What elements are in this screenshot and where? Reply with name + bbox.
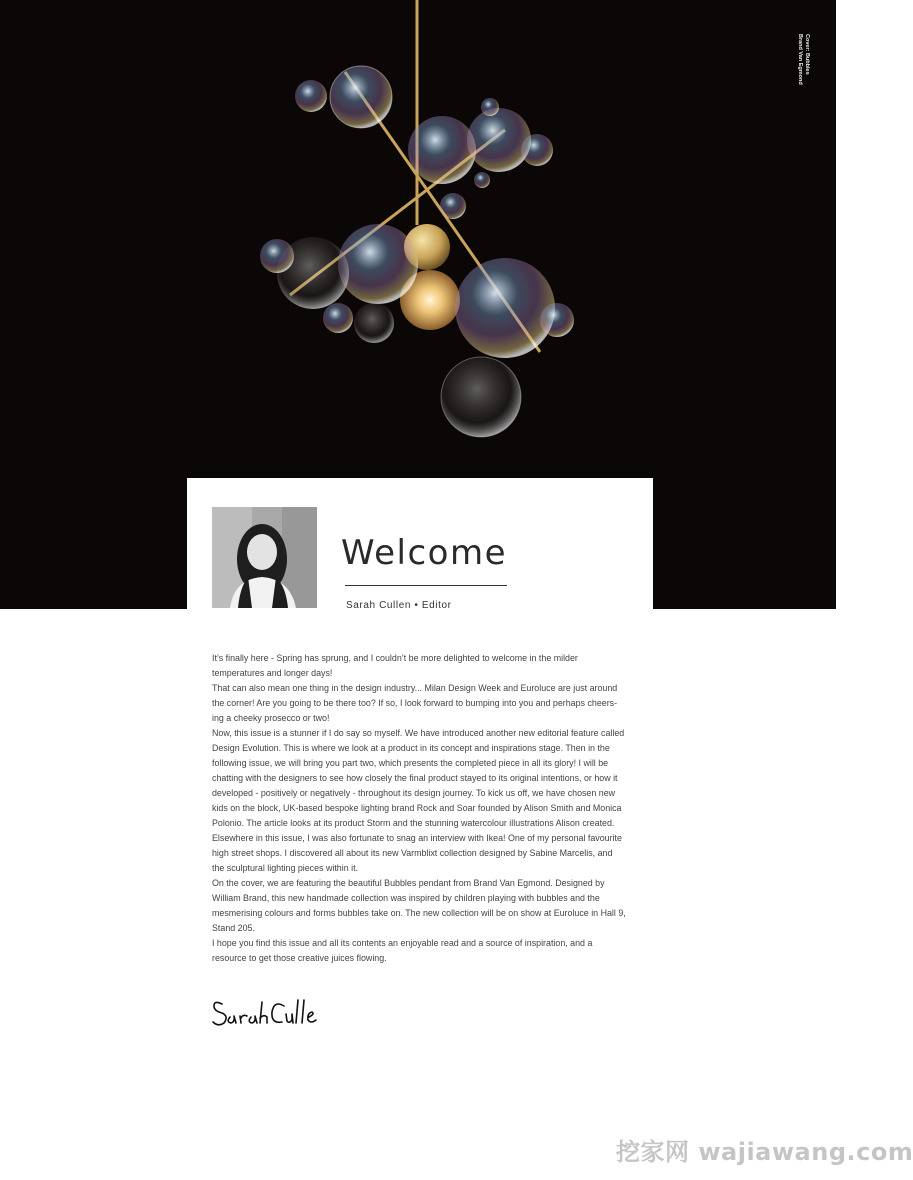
paragraph: Elsewhere in this issue, I was also fortunate to snag an interview with Ikea! One of my personal favourite high street shops. I discovered all about its new Varmblixt collection designed by Sabine Marcelis, and the sculptural lighting pieces within it. [212,833,622,873]
paragraph: On the cover, we are featuring the beautiful Bubbles pendant from Brand Van Egmond. Designed by William Brand, this new handmade collection was inspired by children playing with bubbles and the mesmerising colours and forms bubbles take on. The new collection will be on show at Euroluce in Hall 9, Stand 205. [212,878,626,933]
paragraph: That can also mean one thing in the design industry... Milan Design Week and Euroluce are just around the corner! Are you going to be there too? If so, I look forward to bumping into you and perhaps cheers-ing a cheeky prosecco or two! [212,683,618,723]
editor-letter [212,651,627,966]
cover-credit-title: Cover: Bubbles [804,34,810,75]
signature-scribble [210,992,320,1032]
paragraph: Now, this issue is a stunner if I do say so myself. We have introduced another new editorial feature called Design Evolution. This is where we look at a product in its concept and inspirations stage. Then in the following issue, we will bring you part two, which presents the completed piece in all its glory! I will be chatting with the designers to see how closely the final product stayed to its original intentions, or how it developed - positively or negatively - throughout its design journey. To kick us off, we have chosen new kids on the block, UK-based bespoke lighting brand Rock and Soar founded by Alison Smith and Monica Polonio. The article looks at its product Storm and the stunning watercolour illustrations Alison created. [212,728,625,828]
welcome-title: Welcome [341,533,508,573]
paragraph: I hope you find this issue and all its contents an enjoyable read and a source of inspiration, and a resource to get those creative juices flowing. [212,938,593,963]
editor-portrait-image [212,507,317,608]
paragraph: It’s finally here - Spring has sprung, and I couldn’t be more delighted to welcome in the milder temperatures and longer days! [212,653,578,678]
editor-signature [210,992,320,1037]
editor-portrait [212,507,317,608]
editor-byline: Sarah Cullen • Editor [346,600,452,611]
cover-credit [792,34,810,104]
cover-credit-brand: Brand Van Egmond [797,34,803,85]
title-divider [345,585,507,586]
watermark: 挖家网 wajiawang.com [616,1138,913,1166]
